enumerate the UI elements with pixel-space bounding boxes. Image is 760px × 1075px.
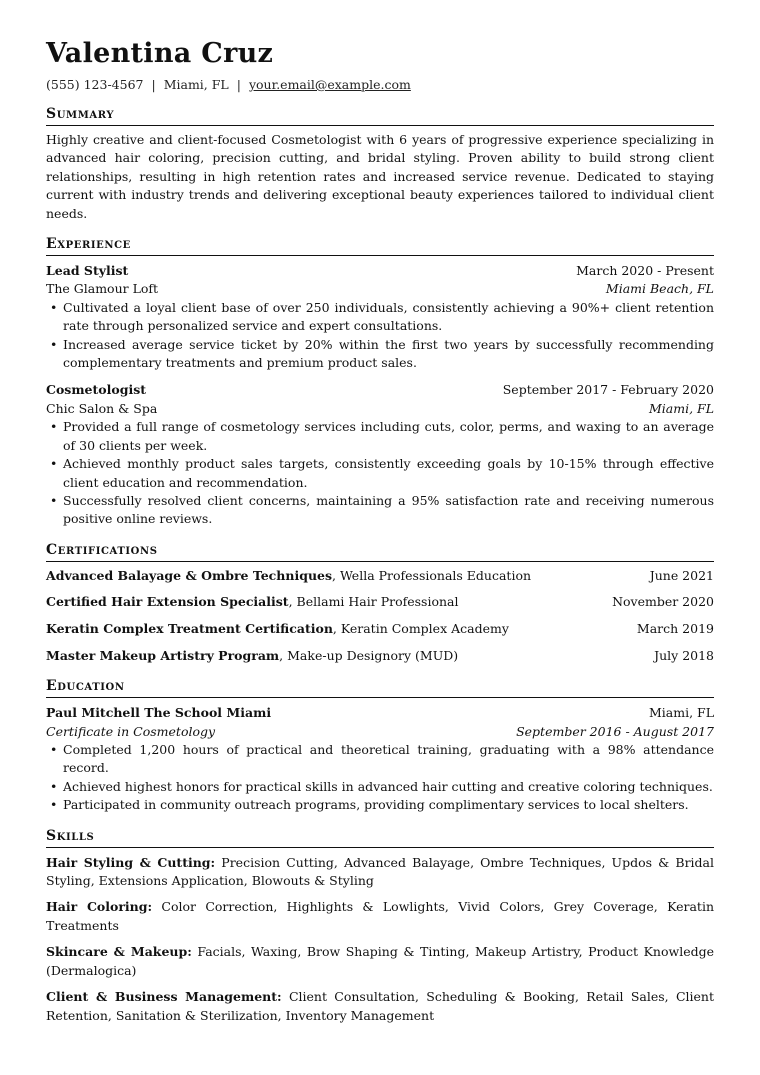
certification-date: March 2019 [636,621,714,637]
certification-date: June 2021 [649,567,714,583]
skill-group [46,988,714,1025]
certification-issuer: , Wella Professionals Education [332,567,532,583]
list-item: • Provided a full range of cosmetology services including cuts, color, perms, and waxing to an average of 30 clients per week. [63,418,714,455]
job-bullets [46,299,714,373]
skill-label: Hair Styling & Cutting: [46,854,216,870]
certification-item [46,593,714,611]
phone: (555) 123-4567 [46,77,144,92]
school-name: Paul Mitchell The School Miami [46,705,272,721]
contact-separator: | [236,77,241,92]
school-location: Miami, FL [648,705,714,721]
skill-group [46,854,714,891]
skill-text: Client Consultation, Scheduling & Booking, Retail Sales, Client Retention, Sanitation & Sterilization, Inventory Management [46,989,714,1023]
skills-list [46,854,714,1025]
certifications-heading: Certifications [46,541,714,562]
certification-item [46,620,714,638]
skills-heading: Skills [46,827,714,848]
certification-list [46,567,714,666]
certification-issuer: , Make-up Designory (MUD) [279,647,459,663]
education-entry [46,704,714,814]
certification-name: Keratin Complex Treatment Certification [46,621,333,637]
job-company: Chic Salon & Spa [46,400,158,416]
location: Miami, FL [163,77,229,92]
skill-group [46,943,714,980]
job-entry [46,381,714,528]
certification-issuer: , Bellami Hair Professional [288,594,459,610]
job-bullets [46,418,714,528]
education-bullets [46,741,714,815]
list-item: • Completed 1,200 hours of practical and theoretical training, graduating with a 98% attendance record. [63,741,714,778]
degree: Certificate in Cosmetology [46,723,216,739]
summary-heading: Summary [46,105,714,126]
email-link[interactable]: your.email@example.com [248,77,411,92]
job-dates: September 2017 - February 2020 [502,382,714,398]
contact-line [46,77,714,93]
certification-date: July 2018 [654,647,714,663]
certification-date: November 2020 [612,594,714,610]
candidate-name: Valentina Cruz [46,38,274,69]
skill-text: Precision Cutting, Advanced Balayage, Ombre Techniques, Updos & Bridal Styling, Extensions Application, Blowouts & Styling [46,854,714,889]
job-role: Lead Stylist [46,263,129,279]
certification-item [46,647,714,665]
certification-name: Certified Hair Extension Specialist [46,594,289,610]
contact-separator: | [151,77,156,92]
job-location: Miami, FL [648,400,714,416]
certification-issuer: , Keratin Complex Academy [332,621,509,637]
certification-item [46,567,714,585]
education-dates: September 2016 - August 2017 [516,723,714,739]
job-company: The Glamour Loft [46,281,159,297]
certification-name: Advanced Balayage & Ombre Techniques [46,567,333,583]
list-item: • Participated in community outreach programs, providing complimentary services to local shelters. [63,796,714,814]
skill-group [46,898,714,935]
skill-label: Hair Coloring: [46,899,153,915]
skill-label: Skincare & Makeup: [46,944,192,960]
list-item: • Cultivated a loyal client base of over 250 individuals, consistently achieving a 90%+ client retention rate through personalized service and expert consultations. [63,299,714,336]
job-entry [46,262,714,372]
list-item: • Achieved monthly product sales targets, consistently exceeding goals by 10-15% through effective client education and recommendation. [63,455,714,492]
summary-text: Highly creative and client-focused Cosmetologist with 6 years of progressive experience specializing in advanced hair coloring, precision cutting, and bridal styling. Proven ability to build strong client relationships, resulting in high retention rates and increased service revenue. Dedicated to staying current with industry trends and delivering exceptional beauty experiences tailored to individual client needs. [46,132,714,221]
skill-text: Facials, Waxing, Brow Shaping & Tinting, Makeup Artistry, Product Knowledge (Dermalogica) [46,944,714,978]
job-location: Miami Beach, FL [605,281,714,297]
experience-heading: Experience [46,235,714,256]
job-role: Cosmetologist [46,382,146,398]
education-heading: Education [46,677,714,698]
list-item: • Successfully resolved client concerns, maintaining a 95% satisfaction rate and receiving numerous positive online reviews. [63,492,714,529]
job-dates: March 2020 - Present [576,263,714,279]
list-item: • Achieved highest honors for practical skills in advanced hair cutting and creative coloring techniques. [63,778,714,796]
skill-text: Color Correction, Highlights & Lowlights, Vivid Colors, Grey Coverage, Keratin Treatments [46,899,714,933]
list-item: • Increased average service ticket by 20% within the first two years by successfully recommending complementary treatments and premium product sales. [63,336,714,373]
certification-name: Master Makeup Artistry Program [46,647,280,663]
skill-label: Client & Business Management: [46,989,282,1005]
